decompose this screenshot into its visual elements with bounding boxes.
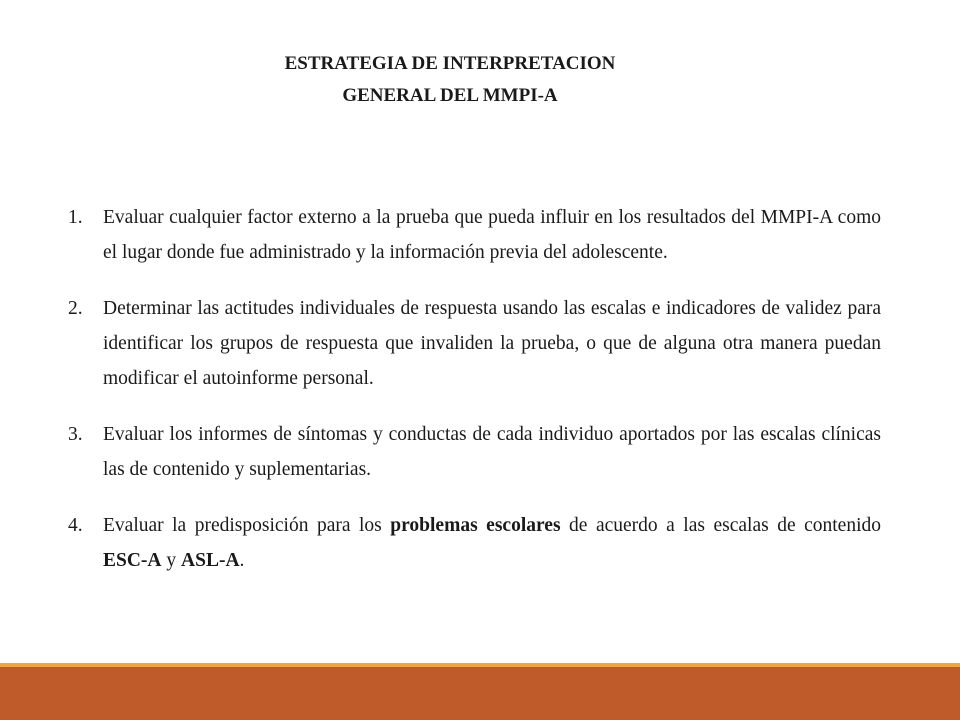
bold-term-esc-a: ESC-A [103, 550, 162, 571]
bold-term-asl-a: ASL-A [181, 550, 240, 571]
list-item-number: 3. [68, 424, 83, 445]
bold-term-problemas-escolares: problemas escolares [390, 515, 561, 536]
title-line-2: GENERAL DEL MMPI-A [342, 85, 558, 106]
slide-title [0, 48, 900, 112]
list-item-number: 4. [68, 515, 83, 536]
list-item-4 [68, 508, 881, 578]
text-segment: y [161, 550, 182, 571]
text-segment: de acuerdo a las escalas de contenido [560, 515, 881, 536]
list-item-2 [68, 291, 881, 396]
list-item-text: Evaluar cualquier factor externo a la prueba que pueda influir en los resultados del MMPI-A como el lugar donde fue administrado y la información previa del adolescente. [103, 207, 881, 263]
list-item-text: Determinar las actitudes individuales de respuesta usando las escalas e indicadores de validez para identificar los grupos de respuesta que invaliden la prueba, o que de alguna otra manera puedan modificar el autoinforme personal. [103, 298, 881, 389]
text-segment: . [239, 550, 245, 571]
title-line-1: ESTRATEGIA DE INTERPRETACION [284, 53, 616, 74]
list-item-3 [68, 417, 881, 487]
strategy-list [68, 200, 881, 599]
list-item-text [103, 515, 881, 571]
list-item-number: 1. [68, 207, 83, 228]
list-item-text: Evaluar los informes de síntomas y conductas de cada individuo aportados por las escalas clínicas las de contenido y suplementarias. [103, 424, 881, 480]
footer-bar [0, 667, 960, 720]
list-item-1 [68, 200, 881, 270]
list-item-number: 2. [68, 298, 83, 319]
text-segment: Evaluar la predisposición para los [103, 515, 391, 536]
